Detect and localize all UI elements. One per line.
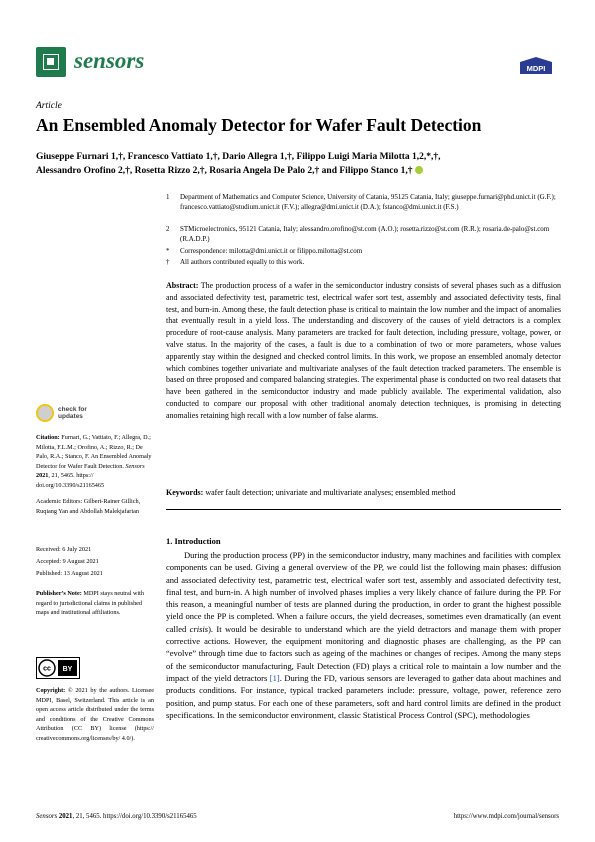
affiliation-mark: 2 bbox=[166, 225, 170, 233]
footer-doi[interactable]: , 21, 5465. https://doi.org/10.3390/s21165465 bbox=[72, 813, 197, 820]
citation-journal: Sensors bbox=[125, 462, 145, 470]
section-heading: 1. Introduction bbox=[166, 536, 221, 546]
keywords-label: Keywords: bbox=[166, 488, 204, 497]
journal-name: sensors bbox=[74, 48, 145, 73]
authors-text-1: Giuseppe Furnari 1,†, Francesco Vattiato 1,†, Dario Allegra 1,†, Filippo Luigi Maria Milotta 1,2,*,†, bbox=[36, 152, 441, 162]
check-updates-icon bbox=[36, 404, 54, 422]
intro-emphasis: crisis bbox=[189, 623, 209, 634]
divider bbox=[166, 509, 561, 510]
keywords-text: wafer fault detection; univariate and multivariate analyses; ensembled method bbox=[205, 488, 456, 497]
copyright-text: © 2021 by the authors. Licensee MDPI, Basel, Switzerland. This article is an open access article distributed under the terms and conditions of the Creative Commons Attribution (CC BY) license (https:// creativecommons.org/licenses/by/ 4.0/). bbox=[36, 687, 154, 742]
intro-text-c: . During the FD, various sensors are leveraged to gather data about machines and products conditions. For instance, typical tracked parameters include: pressure, voltage, power, reference zero position, and pump status. For each one of these parameters, soft and hard control limits are defined in the product specifications. In the semiconductor environment, classic Statistical Process Control (SPC), methodologies bbox=[166, 672, 561, 720]
footer-journal: Sensors bbox=[36, 813, 58, 820]
footer-year: 2021 bbox=[58, 813, 73, 820]
footer-journal-url[interactable]: https://www.mdpi.com/journal/sensors bbox=[453, 813, 559, 820]
received-date: Received: 6 July 2021 bbox=[36, 546, 92, 553]
cc-by-label: BY bbox=[62, 666, 73, 673]
affiliation-text: All authors contributed equally to this work. bbox=[180, 258, 305, 266]
authors-line-1 bbox=[36, 150, 566, 164]
footer-citation bbox=[36, 813, 197, 820]
affiliation-text: Correspondence: milotta@dmi.unict.it or filippo.milotta@st.com bbox=[180, 247, 363, 255]
citation bbox=[36, 433, 154, 491]
accepted-date: Accepted: 9 August 2021 bbox=[36, 558, 99, 565]
chip-icon bbox=[43, 54, 59, 70]
publisher-note bbox=[36, 589, 154, 618]
equal-contribution-note bbox=[166, 257, 561, 267]
affiliation-2 bbox=[166, 224, 561, 244]
affiliation-1 bbox=[166, 192, 561, 212]
citation-text: Furnari, G.; Vattiato, F.; Allegra, D.; Milotta, F.L.M.; Orofino, A.; Rizzo, R.; De Palo, R.A.; Stanco, F. An Ensembled Anomaly Detector for Wafer Fault Detection. bbox=[36, 434, 152, 470]
publisher-name: MDPI bbox=[526, 64, 546, 73]
article-type: Article bbox=[36, 101, 62, 111]
check-updates-label bbox=[58, 406, 87, 420]
cc-by-license-icon[interactable] bbox=[36, 657, 80, 679]
copyright bbox=[36, 686, 154, 744]
intro-paragraph bbox=[166, 549, 561, 721]
affiliation-mark: † bbox=[166, 258, 170, 266]
check-for-updates-button[interactable] bbox=[36, 404, 96, 424]
article-title: An Ensembled Anomaly Detector for Wafer Fault Detection bbox=[36, 115, 482, 135]
affiliation-text: STMicroelectronics, 95121 Catania, Italy; alessandro.orofino@st.com (A.O.); rosetta.rizzo@st.com (R.R.); rosaria.de-palo@st.com (R.A.D.P.) bbox=[180, 225, 550, 244]
citation-link[interactable]: [1] bbox=[269, 672, 280, 683]
mdpi-logo bbox=[516, 56, 556, 76]
citation-label: Citation: bbox=[36, 434, 60, 441]
citation-volume: , 21, 5465. https:// bbox=[48, 472, 94, 480]
affiliation-text: Department of Mathematics and Computer Science, University of Catania, 95125 Catania, Italy; giuseppe.furnari@phd.unict.it (G.F.); francesco.vattiato@studium.unict.it (F.V.); allegra@dmi.unict.it (D.A.); fstanco@dmi.unict.it (F.S.) bbox=[180, 193, 556, 212]
correspondence bbox=[166, 246, 561, 256]
publisher-note-text: MDPI stays neutral with regard to jurisdictional claims in published maps and institutional affiliations. bbox=[36, 590, 144, 617]
abstract-text: The production process of a wafer in the semiconductor industry consists of several phases such as a diffusion and associated defectivity test, parametric test, electrical wafer sort test, assembly and associated defectivity tests, final test, and burn-in. Among these, the fault detection phase is critical to maintain the low number and the impact of anomalies that eventually result in a yield loss. The understanding and discovery of the causes of yield detractors is a complex procedure of root-cause analysis. Many parameters are tracked for fault detection, including pressure, voltage, power, or valve status. In the majority of the cases, a fault is due to a combination of two or more parameters, whose values apparently stay within the designed and checked control limits. In this work, we propose an ensembled anomaly detector which combines together univariate and multivariate analyses of the fault detection tracked parameters. The ensemble is based on three proposed and compared balancing strategies. The experimental phase is conducted on two real datasets that have been gathered in the semiconductor industry and made publicly available. The experimental validation, also conducted to compare our proposal with other traditional anomaly detection techniques, is promising in detecting anomalies retaining high recall with a low number of false alarms. bbox=[166, 281, 562, 420]
citation-doi-link[interactable]: doi.org/10.3390/s21165465 bbox=[36, 481, 105, 489]
intro-text-b: ). It would be desirable to understand which are the yield detractors and manage them with proper corrective actions. However, the equipment monitoring and diagnostic phases are challenging, as the PP can “evolve” through time due to factors such as ageing of the machines or changes of recipes. Among the many steps of the semiconductor manufacturing, Fault Detection (FD) plays a critical role to maintain a low number and the impact of the yield detractors bbox=[166, 623, 562, 683]
academic-editors: Academic Editors: Gilbert-Rainer Gillich, Ruqiang Yan and Abdollah Malekjafarian bbox=[36, 498, 141, 515]
authors-text-2: Alessandro Orofino 2,†, Rosetta Rizzo 2,†, Rosaria Angela De Palo 2,† and Filippo Stanco 1,† bbox=[36, 166, 413, 176]
journal-logo bbox=[36, 47, 66, 77]
abstract-label: Abstract: bbox=[166, 281, 199, 290]
published-date: Published: 13 August 2021 bbox=[36, 570, 103, 577]
abstract bbox=[166, 280, 561, 422]
citation-year: 2021 bbox=[36, 472, 49, 480]
cc-label: cc bbox=[43, 665, 51, 673]
check-updates-line-2: updates bbox=[58, 413, 83, 420]
keywords bbox=[166, 487, 561, 498]
author-list bbox=[36, 150, 566, 178]
check-updates-line-1: check for bbox=[58, 406, 87, 413]
publisher-note-label: Publisher’s Note: bbox=[36, 590, 82, 597]
authors-line-2 bbox=[36, 164, 566, 178]
affiliation-mark: * bbox=[166, 247, 170, 255]
intro-text-a: During the production process (PP) in the semiconductor industry, many machines and facilities with complex components can be used. Giving a general overview of the PP, we could list the following main phases: diffusion and associated defectivity test, parametric test, electrical wafer sort test, assembly and associated defectivity test, final test, and burn-in. A high number of involved phases implies a very likely chance of failure during the PP. For this reason, a meaningful number of tests are planned during the production, in order to grant the highest possible yield once the PP is completed. When a failure occurs, the yield decreases, sometimes even dramatically (an event called bbox=[166, 550, 561, 634]
copyright-label: Copyright: bbox=[36, 687, 66, 694]
orcid-icon[interactable] bbox=[415, 166, 423, 174]
affiliation-mark: 1 bbox=[166, 193, 170, 201]
